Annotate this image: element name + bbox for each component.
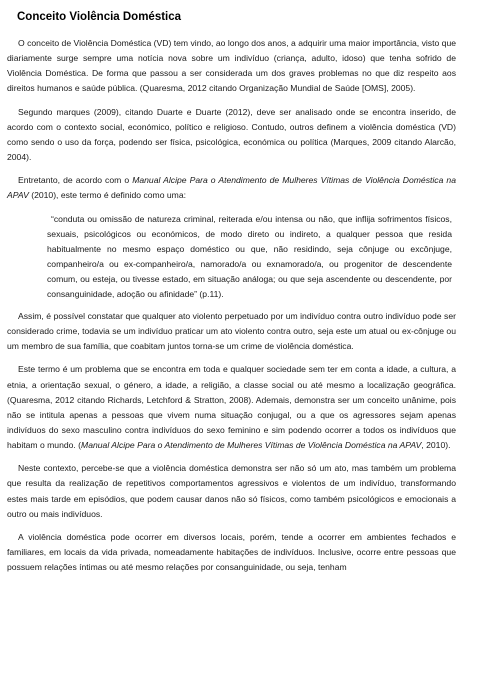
paragraph-4: Assim, é possível constatar que qualquer ato violento perpetuado por um indivíduo contra outro indivíduo pode ser considerado crime, todavia se um indivíduo praticar um ato violento contra outro, seja este um atual ou ex-cônjuge ou um membro de sua família, que coabitam juntos torna-se um crime de violência doméstica. — [7, 310, 456, 352]
page-title: Conceito Violência Doméstica — [17, 11, 182, 23]
paragraph-5-text-after: , 2010). — [421, 439, 451, 450]
paragraph-1: O conceito de Violência Doméstica (VD) tem vindo, ao longo dos anos, a adquirir uma maior importância, visto que diariamente surge sempre uma notícia nova sobre um indivíduo (criança, adulto, idoso) que tenha sofrido de Violência Doméstica. De forma que passou a ser considerada um dos graves problemas no que diz respeito aos direitos humanos e saúde pública. (Quaresma, 2012 citando Organização Mundial de Saúde [OMS], 2005). — [7, 38, 456, 94]
paragraph-3-text-after: (2010), este termo é definido como uma: — [28, 190, 186, 201]
manual-title-citation: Manual Alcipe Para o Atendimento de Mulheres Vítimas de Violência Doméstica na APAV — [81, 439, 422, 450]
paragraph-3-text-before: Entretanto, de acordo com o — [18, 175, 133, 186]
manual-title-citation: Manual Alcipe Para o Atendimento de Mulheres Vítimas de Violência Doméstica na APAV — [7, 175, 456, 201]
paragraph-3 — [7, 173, 456, 203]
paragraph-5 — [7, 362, 456, 453]
paragraph-2: Segundo marques (2009), citando Duarte e Duarte (2012), deve ser analisado onde se encontra inserido, de acordo com o contexto social, económico, político e religioso. Contudo, outros definem a violência doméstica (VD) como sendo o uso da força, podendo ser física, psicológica, económica ou política (Marques, 2009 citando Alarcão, 2004). — [7, 106, 456, 162]
block-quote: “conduta ou omissão de natureza criminal, reiterada e/ou intensa ou não, que inflija sofrimentos físicos, sexuais, psicológicos ou económicos, de modo direto ou indireto, a qualquer pessoa que resida habitualmente no mesmo espaço doméstico ou que, não residindo, seja cônjuge ou excônjuge, companheiro/a ou ex-companheiro/a, namorado/a ou exnamorado/a, ou progenitor de descendente comum, ou esteja, ou tivesse estado, em situação análoga; ou que seja ascendente ou descendente, por consanguinidade, adoção ou afinidade” (p.11). — [47, 213, 452, 300]
paragraph-7: A violência doméstica pode ocorrer em diversos locais, porém, tende a ocorrer em ambientes fechados e familiares, em locais da vida privada, nomeadamente habitações de indivíduos. Inclusive, ocorre entre pessoas que possuem relações íntimas ou até mesmo relações por consanguinidade, ou seja, tenham — [7, 532, 456, 573]
paragraph-6: Neste contexto, percebe-se que a violência doméstica demonstra ser não só um ato, mas também um problema que resulta da realização de repetitivos comportamentos agressivos e violentos de um indivíduo, transformando estes mais tarde em episódios, que podem causar danos não só físicos, como também psicológicos e emocionais a outro ou mais indivíduos. — [7, 463, 456, 519]
paragraph-5-text-before: Este termo é um problema que se encontra em toda e qualquer sociedade sem ter em conta a idade, a cultura, a etnia, a orientação sexual, o género, a idade, a religião, a classe social ou até mesmo a localização geográfica. (Quaresma, 2012 citando Richards, Letchford & Stratton, 2008). Ademais, demonstra ser um conceito unânime, pois não se intitula apenas a pessoas que vivem numa situação conjugal, ou a que os agressores sejam apenas indivíduos do sexo masculino contra indivíduos do sexo feminino e sim podendo ocorrer a todos os indivíduos que habitam o mundo. ( — [7, 364, 456, 450]
